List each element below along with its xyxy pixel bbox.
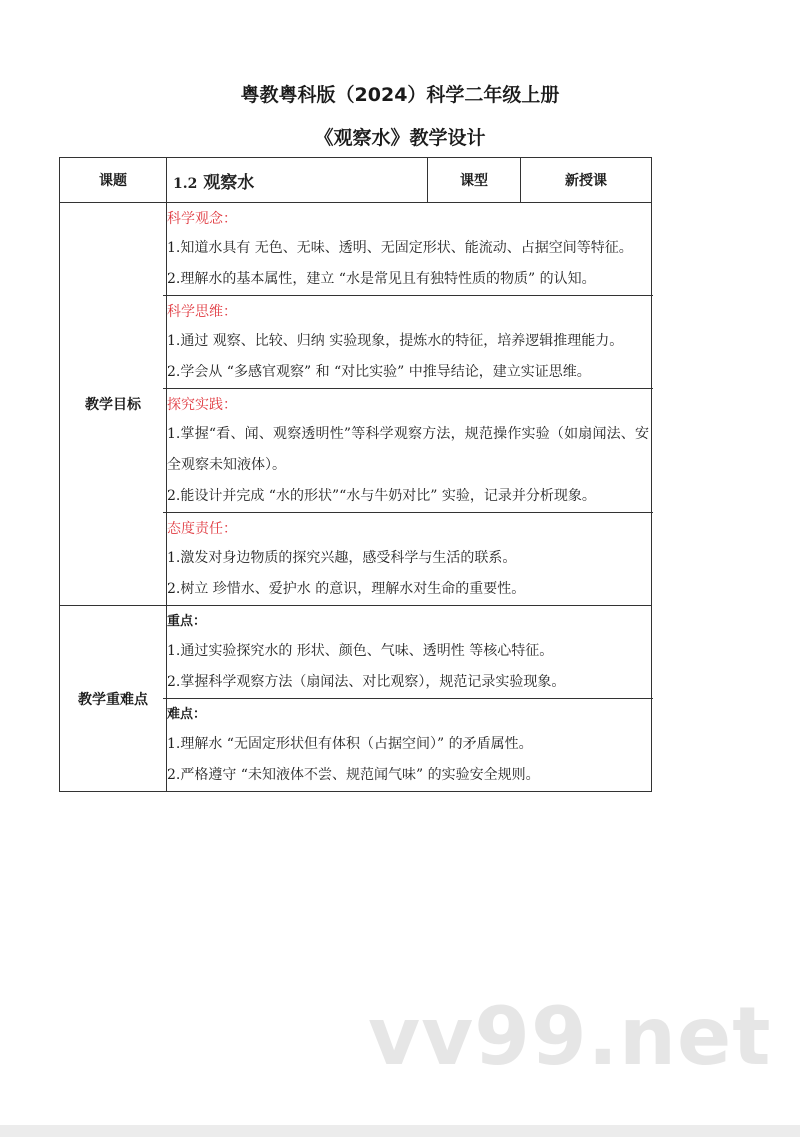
type-value: 新授课 [521, 158, 652, 203]
key-points-content [167, 606, 652, 792]
objective-item: 1.掌握“看、闻、观察透明性”等科学观察方法，规范操作实验（如扇闻法、安全观察未知液体）。 [167, 426, 649, 473]
objective-section [167, 513, 651, 605]
key-points-row [60, 606, 652, 792]
objectives-row [60, 203, 652, 606]
objectives-content [167, 203, 652, 606]
topic-label: 课题 [60, 158, 167, 203]
difficulty-section [167, 699, 651, 791]
section-heading: 科学思维： [167, 304, 237, 320]
header-row [60, 158, 652, 203]
objective-section [167, 389, 651, 512]
objective-item: 1.激发对身边物质的探究兴趣，感受科学与生活的联系。 [167, 550, 517, 566]
section-heading: 重点： [167, 614, 207, 629]
section-heading: 探究实践： [167, 397, 237, 413]
objectives-label: 教学目标 [60, 203, 167, 606]
lesson-title [167, 158, 428, 203]
objective-item: 2.理解水的基本属性，建立 “水是常见且有独特性质的物质” 的认知。 [167, 271, 596, 287]
key-point-item: 2.掌握科学观察方法（扇闻法、对比观察），规范记录实验现象。 [167, 674, 566, 690]
key-point-section [167, 606, 651, 698]
objective-item: 1.通过 观察、比较、归纳 实验现象，提炼水的特征，培养逻辑推理能力。 [167, 333, 624, 349]
objective-item: 2.树立 珍惜水、爱护水 的意识，理解水对生命的重要性。 [167, 581, 526, 597]
type-label: 课型 [428, 158, 521, 203]
document-title: 粤教粤科版（2024）科学二年级上册 [240, 84, 560, 106]
objective-item: 1.知道水具有 无色、无味、透明、无固定形状、能流动、占据空间等特征。 [167, 240, 633, 256]
section-heading: 科学观念： [167, 211, 237, 227]
page-bottom-bar [0, 1125, 800, 1137]
key-point-item: 2.严格遵守 “未知液体不尝、规范闻气味” 的实验安全规则。 [167, 767, 540, 783]
objective-item: 2.能设计并完成 “水的形状”“水与牛奶对比” 实验，记录并分析现象。 [167, 488, 596, 504]
lesson-name: 观察水 [203, 172, 255, 193]
lesson-plan-table [59, 157, 652, 792]
objective-item: 2.学会从 “多感官观察” 和 “对比实验” 中推导结论，建立实证思维。 [167, 364, 591, 380]
section-heading: 难点： [167, 707, 207, 722]
key-point-item: 1.理解水 “无固定形状但有体积（占据空间）” 的矛盾属性。 [167, 736, 533, 752]
objective-section [167, 296, 651, 388]
lesson-number: 1.2 [173, 175, 198, 192]
section-heading: 态度责任： [167, 521, 237, 537]
document-subtitle: 《观察水》教学设计 [314, 127, 486, 149]
key-points-label: 教学重难点 [60, 606, 167, 792]
key-point-item: 1.通过实验探究水的 形状、颜色、气味、透明性 等核心特征。 [167, 643, 554, 659]
objective-section [167, 203, 651, 295]
watermark: vv99.net [368, 990, 772, 1083]
